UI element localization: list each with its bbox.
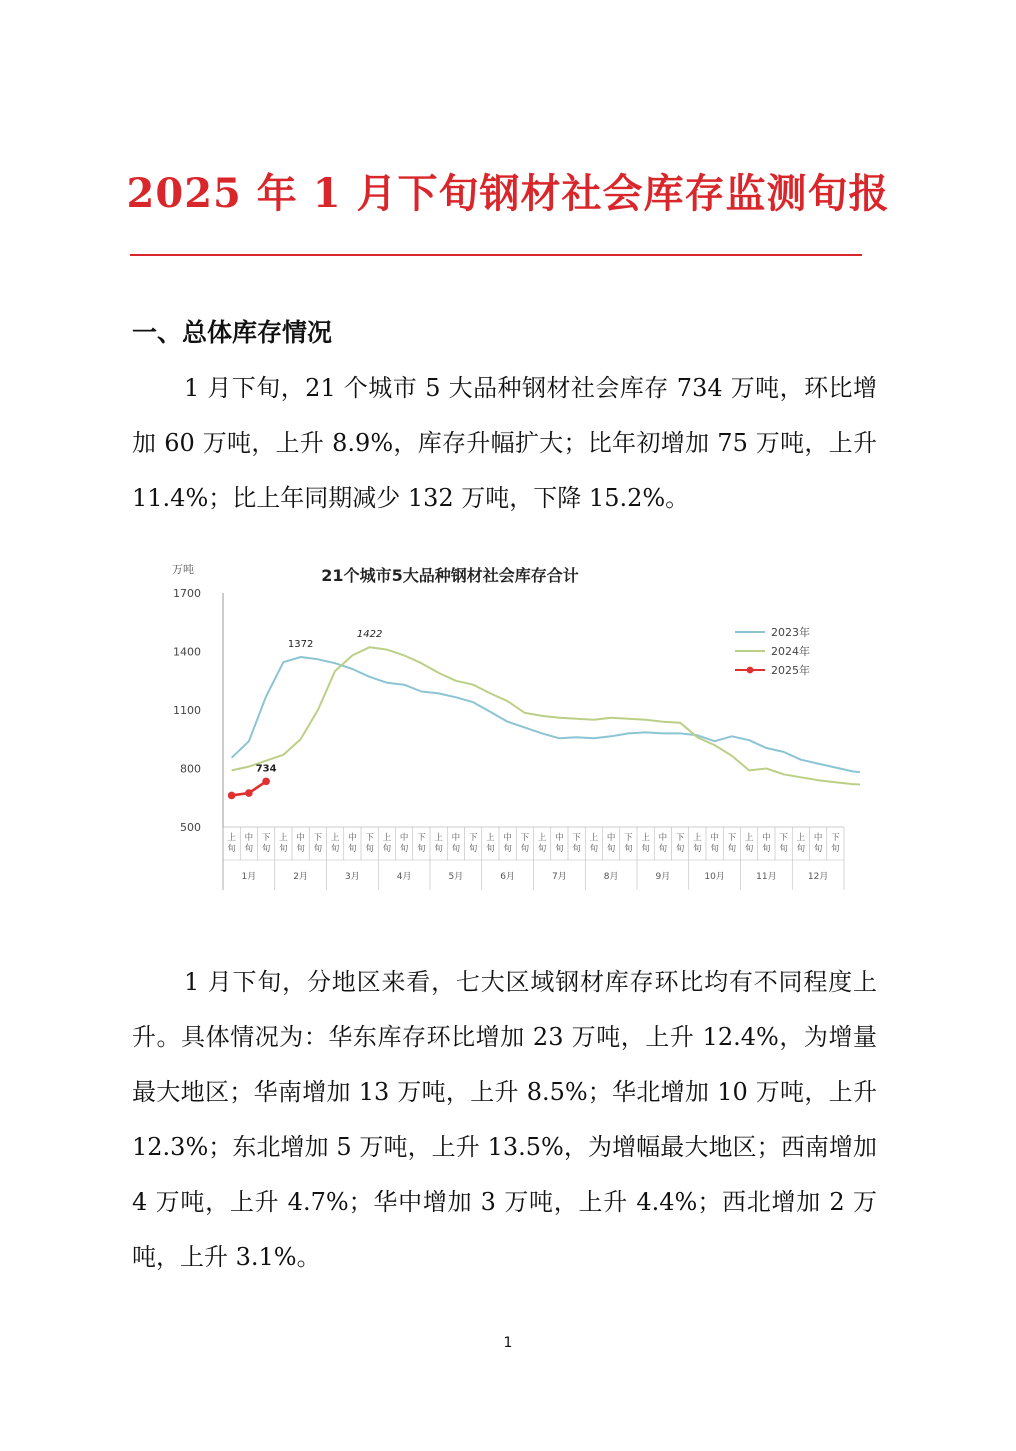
x-period-label: 旬: [624, 844, 633, 854]
x-period-label: 上: [330, 833, 340, 843]
x-period-label: 旬: [520, 844, 530, 854]
x-period-label: 下: [417, 833, 426, 843]
series-point-2025年: [245, 789, 253, 797]
data-label: 1372: [287, 638, 314, 650]
x-period-label: 旬: [779, 844, 788, 854]
x-period-label: 旬: [762, 844, 771, 854]
y-tick-label: 1700: [173, 587, 201, 600]
chart-title: 21个城市5大品种钢材社会库存合计: [321, 566, 579, 585]
x-period-label: 旬: [365, 844, 374, 854]
x-period-label: 旬: [693, 844, 702, 854]
x-period-label: 旬: [641, 844, 650, 854]
x-period-label: 上: [693, 833, 702, 843]
x-period-label: 上: [641, 833, 650, 843]
x-period-label: 旬: [434, 844, 443, 854]
legend-label: 2023年: [771, 626, 810, 639]
x-month-label: 4月: [396, 872, 412, 882]
x-month-label: 10月: [704, 872, 725, 882]
y-tick-label: 1400: [173, 645, 201, 659]
x-period-label: 旬: [348, 844, 357, 854]
x-period-label: 旬: [417, 844, 426, 854]
x-period-label: 旬: [710, 844, 719, 854]
x-period-label: 旬: [227, 844, 236, 854]
x-period-label: 旬: [831, 844, 840, 854]
inventory-line-chart: [160, 555, 860, 905]
series-line-2024年: [232, 647, 860, 795]
x-period-label: 中: [658, 833, 668, 843]
x-period-label: 下: [520, 833, 530, 843]
x-period-label: 下: [261, 833, 271, 843]
x-period-label: 上: [537, 833, 547, 843]
page-number: 1: [503, 1335, 513, 1351]
series-line-2023年: [232, 657, 860, 796]
x-period-label: 旬: [244, 844, 254, 854]
x-period-label: 下: [727, 833, 737, 843]
x-period-label: 旬: [744, 844, 754, 854]
x-period-label: 下: [831, 833, 840, 843]
section-heading: 一、总体库存情况: [132, 318, 333, 347]
x-month-label: 2月: [293, 872, 308, 882]
x-period-label: 上: [227, 833, 236, 843]
x-period-label: 中: [762, 833, 771, 843]
x-month-label: 7月: [552, 872, 567, 882]
series-lines: [228, 647, 860, 799]
data-label: 1422: [356, 629, 383, 641]
x-period-label: 中: [606, 833, 616, 843]
y-axis-unit: 万吨: [172, 563, 194, 576]
y-tick-label: 800: [180, 762, 201, 776]
x-period-label: 中: [555, 833, 564, 843]
x-period-label: 下: [779, 833, 788, 843]
x-period-label: 旬: [727, 844, 737, 854]
x-period-label: 中: [451, 833, 461, 843]
x-month-label: 5月: [448, 872, 464, 882]
x-period-label: 旬: [279, 844, 288, 854]
legend-label: 2025年: [771, 664, 810, 677]
legend-marker: [747, 667, 754, 674]
x-period-label: 旬: [796, 844, 806, 854]
y-axis-ticks: [173, 587, 201, 834]
x-period-label: 下: [313, 833, 323, 843]
x-period-label: 中: [399, 833, 409, 843]
x-period-label: 旬: [261, 844, 271, 854]
x-period-label: 旬: [399, 844, 409, 854]
x-month-label: 1月: [241, 872, 257, 882]
series-point-2025年: [262, 778, 270, 786]
x-period-label: 中: [813, 833, 823, 843]
x-month-label: 3月: [345, 872, 360, 882]
x-month-label: 8月: [603, 872, 619, 882]
x-period-label: 中: [710, 833, 719, 843]
x-month-label: 11月: [756, 872, 777, 882]
title-divider: [130, 254, 862, 256]
x-period-label: 上: [279, 833, 288, 843]
paragraph-regional: 1 月下旬，分地区来看，七大区域钢材库存环比均有不同程度上升。具体情况为：华东库存环比增加 23 万吨，上升 12.4%，为增量最大地区；华南增加 13 万吨，上升 8.5%；华北增加 10 万吨，上升 12.3%；东北增加 5 万吨，上升 13.5%，为增幅最大地区；西南增加 4 万吨，上升 4.7%；华中增加 3 万吨，上升 4.4%；西北增加 2 万吨，上升 3.1%。: [132, 968, 877, 1271]
x-period-label: 旬: [382, 844, 392, 854]
series-point-2025年: [228, 792, 236, 800]
x-period-label: 中: [348, 833, 357, 843]
x-period-label: 上: [589, 833, 599, 843]
y-tick-label: 1100: [173, 704, 201, 717]
data-labels: [256, 629, 860, 789]
x-month-label: 9月: [655, 872, 671, 882]
chart-legend: [735, 625, 810, 677]
y-tick-label: 500: [180, 821, 201, 834]
x-period-label: 中: [503, 833, 512, 843]
x-period-label: 中: [244, 833, 254, 843]
x-period-label: 旬: [606, 844, 616, 854]
x-period-label: 下: [468, 833, 478, 843]
data-label: 734: [255, 763, 277, 775]
x-month-label: 12月: [807, 872, 829, 882]
x-period-label: 旬: [503, 844, 512, 854]
x-period-label: 旬: [675, 844, 685, 854]
x-period-label: 旬: [537, 844, 547, 854]
x-period-label: 上: [796, 833, 806, 843]
x-period-label: 下: [365, 833, 374, 843]
report-title: 2025 年 1 月下旬钢材社会库存监测旬报: [126, 170, 890, 217]
x-period-label: 中: [296, 833, 305, 843]
x-period-label: 上: [744, 833, 754, 843]
x-period-label: 旬: [813, 844, 823, 854]
x-month-label: 6月: [500, 872, 515, 882]
x-period-label: 旬: [658, 844, 668, 854]
x-period-label: 上: [382, 833, 392, 843]
x-period-label: 下: [624, 833, 633, 843]
x-period-label: 上: [486, 833, 495, 843]
x-period-label: 旬: [330, 844, 340, 854]
x-period-label: 旬: [555, 844, 564, 854]
x-period-label: 旬: [468, 844, 478, 854]
x-period-label: 旬: [313, 844, 323, 854]
x-period-label: 旬: [589, 844, 599, 854]
x-period-label: 下: [675, 833, 685, 843]
x-period-label: 旬: [451, 844, 461, 854]
legend-label: 2024年: [771, 645, 810, 658]
paragraph-overall: 1 月下旬，21 个城市 5 大品种钢材社会库存 734 万吨，环比增加 60 万吨，上升 8.9%，库存升幅扩大；比年初增加 75 万吨，上升 11.4%；比上年同期减少 132 万吨，下降 15.2%。: [132, 374, 877, 512]
x-period-label: 旬: [486, 844, 495, 854]
x-period-label: 旬: [572, 844, 581, 854]
x-period-label: 旬: [296, 844, 305, 854]
x-period-label: 下: [572, 833, 581, 843]
x-period-label: 上: [434, 833, 443, 843]
